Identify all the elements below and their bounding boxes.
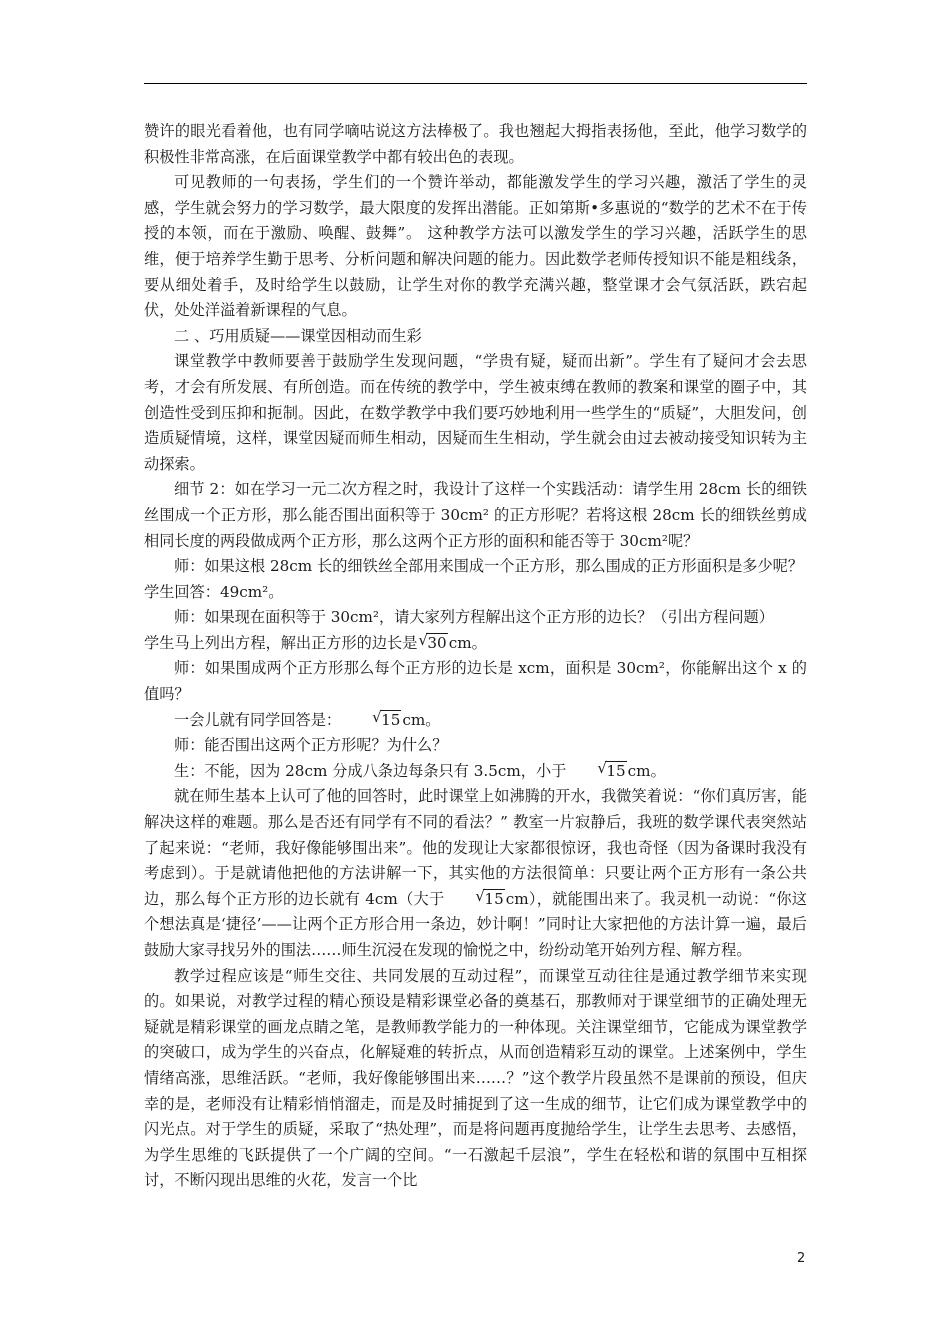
text-run: cm。 <box>402 710 441 729</box>
text-run: cm），就能围出来了。我灵机一动说：“你这个想法真是‘捷径’——让两个正方形合用一条边，妙计啊！”同时让大家把他的方法计算一遍，最后鼓励大家寻找另外的围法……师生沉浸在发现的愉悦之中，纷纷动笔开始列方程、解方程。 <box>144 889 807 959</box>
paragraph: 师：能否围出这两个正方形呢？为什么？ <box>174 736 448 755</box>
square-root <box>567 759 626 785</box>
paragraph: 课堂教学中教师要善于鼓励学生发现问题，“学贵有疑，疑而出新”。学生有了疑问才会去思考，才会有所发展、有所创造。而在传统的教学中，学生被束缚在教师的教案和课堂的圈子中，其创造性受到压抑和扼制。因此，在数学教学中我们要巧妙地利用一些学生的“质疑”，大胆发问，创造质疑情境，这样，课堂因疑而师生相动，因疑而生生相动，学生就会由过去被动接受知识转为主动探索。 <box>144 352 807 473</box>
radicand: 15 <box>381 710 401 729</box>
body-text <box>144 119 807 1194</box>
section-heading: 二 、巧用质疑——课堂因相动而生彩 <box>174 326 422 345</box>
radical-sign: √ <box>475 886 485 905</box>
text-run: 学生马上列出方程，解出正方形的边长是 <box>144 633 418 652</box>
radical-sign: √ <box>418 630 428 649</box>
paragraph <box>144 759 807 785</box>
paragraph <box>144 631 807 657</box>
square-root <box>418 631 447 657</box>
radicand: 30 <box>427 633 447 652</box>
paragraph: 细节 2：如在学习一元二次方程之时，我设计了这样一个实践活动：请学生用 28cm 长的细铁丝围成一个正方形，那么能否围出面积等于 30cm² 的正方形呢？若将这根 28cm 长的细铁丝剪成相同长度的两段做成两个正方形，那么这两个正方形的面积和能否等于 30cm²呢？ <box>144 480 807 550</box>
header-rule <box>144 83 807 84</box>
paragraph: 师：如果围成两个正方形那么每个正方形的边长是 xcm，面积是 30cm²，你能解出这个 x 的值吗？ <box>144 659 807 704</box>
radicand: 15 <box>606 761 626 780</box>
paragraph: 赞许的眼光看着他，也有同学嘀咕说这方法棒极了。我也翘起大拇指表扬他，至此，他学习数学的积极性非常高涨，在后面课堂教学中都有较出色的表现。 <box>144 122 807 166</box>
radical-sign: √ <box>372 707 382 726</box>
paragraph: 教学过程应该是“师生交往、共同发展的互动过程”，而课堂互动往往是通过教学细节来实现的。如果说，对教学过程的精心预设是精彩课堂必备的奠基石，那教师对于课堂细节的正确处理无疑就是精彩课堂的画龙点睛之笔，是教师教学能力的一种体现。关注课堂细节，它能成为课堂教学的突破口，成为学生的兴奋点，化解疑难的转折点，从而创造精彩互动的课堂。上述案例中，学生情绪高涨，思维活跃。“老师，我好像能够围出来……？”这个教学片段虽然不是课前的预设，但庆幸的是，老师没有让精彩悄悄溜走，而是及时捕捉到了这一生成的细节，让它们成为课堂教学中的闪光点。对于学生的质疑，采取了“热处理”，而是将问题再度抛给学生，让学生去思考、去感悟，为学生思维的飞跃提供了一个广阔的空间。“一石激起千层浪”，学生在轻松和谐的氛围中互相探讨，不断闪现出思维的火花，发言一个比 <box>144 966 807 1190</box>
paragraph <box>144 784 807 963</box>
text-run: cm。 <box>448 633 487 652</box>
radicand: 15 <box>484 889 504 908</box>
square-root <box>445 887 504 913</box>
page-number: 2 <box>797 1251 806 1266</box>
paragraph: 可见教师的一句表扬，学生们的一个赞许举动，都能激发学生的学习兴趣，激活了学生的灵感，学生就会努力的学习数学，最大限度的发挥出潜能。正如第斯•多惠说的“数学的艺术不在于传授的本领，而在于激励、唤醒、鼓舞”。 这种教学方法可以激发学生的学习兴趣，活跃学生的思维，便于培养学生勤于思考、分析问题和解决问题的能力。因此数学老师传授知识不能是粗线条，要从细处着手，及时给学生以鼓励，让学生对你的教学充满兴趣，整堂课才会气氛活跃，跌宕起伏，处处洋溢着新课程的气息。 <box>144 173 807 320</box>
text-run: 就在师生基本上认可了他的回答时，此时课堂上如沸腾的开水，我微笑着说：“你们真厉害，能解决这样的难题。那么是否还有同学有不同的看法？” 教室一片寂静后，我班的数学课代表突然站了起来说：“老师，我好像能够围出来”。他的发现让大家都很惊讶，我也奇怪（因为备课时我没有考虑到）。于是就请他把他的方法讲解一下，其实他的方法很简单：只要让两个正方形有一条公共边，那么每个正方形的边长就有 4cm（大于 <box>144 787 807 908</box>
paragraph <box>144 708 807 734</box>
text-run: cm。 <box>627 761 666 780</box>
paragraph: 师：如果现在面积等于 30cm²，请大家列方程解出这个正方形的边长？（引出方程问题） <box>174 608 774 627</box>
square-root <box>342 708 401 734</box>
radical-sign: √ <box>597 758 607 777</box>
paragraph: 师：如果这根 28cm 长的细铁丝全部用来围成一个正方形，那么围成的正方形面积是多少呢？ <box>174 557 804 576</box>
paragraph: 学生回答：49cm²。 <box>144 582 284 601</box>
text-run: 一会儿就有同学回答是： <box>174 710 342 729</box>
text-run: 生：不能，因为 28cm 分成八条边每条只有 3.5cm，小于 <box>174 761 567 780</box>
